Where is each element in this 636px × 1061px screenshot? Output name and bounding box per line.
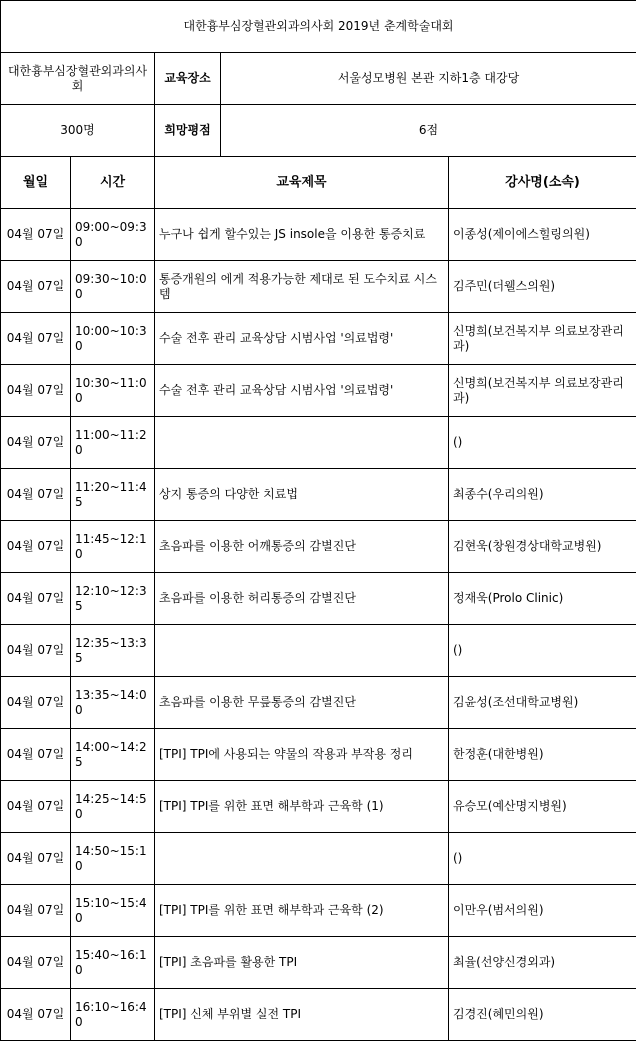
session-time: 15:10~15:40 [71, 885, 155, 937]
info-row-points [1, 105, 636, 157]
column-header-row [1, 157, 636, 209]
session-time: 09:30~10:00 [71, 261, 155, 313]
session-lecturer: 최율(선양신경외과) [449, 937, 636, 989]
session-subject: 초음파를 이용한 어깨통증의 감별진단 [155, 521, 449, 573]
session-time: 14:25~14:50 [71, 781, 155, 833]
table-row [1, 417, 636, 469]
session-date: 04월 07일 [1, 365, 71, 417]
table-row [1, 365, 636, 417]
session-subject: [TPI] 초음파를 활용한 TPI [155, 937, 449, 989]
session-date: 04월 07일 [1, 209, 71, 261]
session-subject: 누구나 쉽게 할수있는 JS insole을 이용한 통증치료 [155, 209, 449, 261]
session-date: 04월 07일 [1, 677, 71, 729]
table-row [1, 989, 636, 1041]
table-row [1, 781, 636, 833]
session-date: 04월 07일 [1, 521, 71, 573]
session-subject: [TPI] TPI를 위한 표면 해부학과 근육학 (1) [155, 781, 449, 833]
session-subject [155, 625, 449, 677]
table-row [1, 885, 636, 937]
session-time: 10:30~11:00 [71, 365, 155, 417]
session-date: 04월 07일 [1, 729, 71, 781]
session-lecturer: 유승모(예산명지병원) [449, 781, 636, 833]
session-date: 04월 07일 [1, 469, 71, 521]
session-subject [155, 417, 449, 469]
session-lecturer: 김윤성(조선대학교병원) [449, 677, 636, 729]
session-date: 04월 07일 [1, 989, 71, 1041]
session-lecturer: 김주민(더웰스의원) [449, 261, 636, 313]
session-lecturer: 이종성(제이에스힐링의원) [449, 209, 636, 261]
session-lecturer: 김경진(혜민의원) [449, 989, 636, 1041]
session-date: 04월 07일 [1, 261, 71, 313]
session-subject: 상지 통증의 다양한 치료법 [155, 469, 449, 521]
session-time: 14:50~15:10 [71, 833, 155, 885]
table-row [1, 521, 636, 573]
session-subject: 초음파를 이용한 허리통증의 감별진단 [155, 573, 449, 625]
session-date: 04월 07일 [1, 313, 71, 365]
session-lecturer: 최종수(우리의원) [449, 469, 636, 521]
table-row [1, 625, 636, 677]
session-date: 04월 07일 [1, 833, 71, 885]
session-time: 11:45~12:10 [71, 521, 155, 573]
session-time: 11:20~11:45 [71, 469, 155, 521]
session-time: 15:40~16:10 [71, 937, 155, 989]
session-time: 09:00~09:30 [71, 209, 155, 261]
session-lecturer: () [449, 833, 636, 885]
table-row [1, 677, 636, 729]
column-header-date: 월일 [1, 157, 71, 209]
session-lecturer: 한정훈(대한병원) [449, 729, 636, 781]
place-value: 서울성모병원 본관 지하1층 대강당 [221, 53, 636, 105]
capacity-cell: 300명 [1, 105, 155, 157]
session-time: 14:00~14:25 [71, 729, 155, 781]
session-date: 04월 07일 [1, 573, 71, 625]
session-time: 16:10~16:40 [71, 989, 155, 1041]
table-row [1, 209, 636, 261]
place-label: 교육장소 [155, 53, 221, 105]
session-time: 12:10~12:35 [71, 573, 155, 625]
column-header-subject: 교육제목 [155, 157, 449, 209]
session-date: 04월 07일 [1, 781, 71, 833]
session-lecturer: () [449, 417, 636, 469]
session-date: 04월 07일 [1, 885, 71, 937]
session-subject: 초음파를 이용한 무릎통증의 감별진단 [155, 677, 449, 729]
title-row [1, 1, 636, 53]
session-subject [155, 833, 449, 885]
session-lecturer: 신명희(보건복지부 의료보장관리과) [449, 313, 636, 365]
session-time: 10:00~10:30 [71, 313, 155, 365]
page-title: 대한흉부심장혈관외과의사회 2019년 춘계학술대회 [1, 1, 636, 53]
session-time: 11:00~11:20 [71, 417, 155, 469]
table-row [1, 833, 636, 885]
session-date: 04월 07일 [1, 937, 71, 989]
table-row [1, 729, 636, 781]
session-subject: 통증개원의 에게 적용가능한 제대로 된 도수치료 시스템 [155, 261, 449, 313]
table-row [1, 573, 636, 625]
points-value: 6점 [221, 105, 636, 157]
session-lecturer: () [449, 625, 636, 677]
table-row [1, 261, 636, 313]
session-lecturer: 김현욱(창원경상대학교병원) [449, 521, 636, 573]
session-subject: [TPI] 신체 부위별 실전 TPI [155, 989, 449, 1041]
session-time: 13:35~14:00 [71, 677, 155, 729]
session-subject: [TPI] TPI에 사용되는 약물의 작용과 부작용 정리 [155, 729, 449, 781]
column-header-time: 시간 [71, 157, 155, 209]
session-lecturer: 이만우(범서의원) [449, 885, 636, 937]
session-subject: 수술 전후 관리 교육상담 시범사업 '의료법령' [155, 313, 449, 365]
session-lecturer: 정재욱(Prolo Clinic) [449, 573, 636, 625]
session-time: 12:35~13:35 [71, 625, 155, 677]
session-lecturer: 신명희(보건복지부 의료보장관리과) [449, 365, 636, 417]
session-subject: [TPI] TPI를 위한 표면 해부학과 근육학 (2) [155, 885, 449, 937]
session-date: 04월 07일 [1, 625, 71, 677]
points-label: 희망평점 [155, 105, 221, 157]
organizer-cell: 대한흉부심장혈관외과의사회 [1, 53, 155, 105]
session-date: 04월 07일 [1, 417, 71, 469]
session-subject: 수술 전후 관리 교육상담 시범사업 '의료법령' [155, 365, 449, 417]
table-row [1, 469, 636, 521]
column-header-lecturer: 강사명(소속) [449, 157, 636, 209]
info-row-place [1, 53, 636, 105]
table-row [1, 937, 636, 989]
table-row [1, 313, 636, 365]
